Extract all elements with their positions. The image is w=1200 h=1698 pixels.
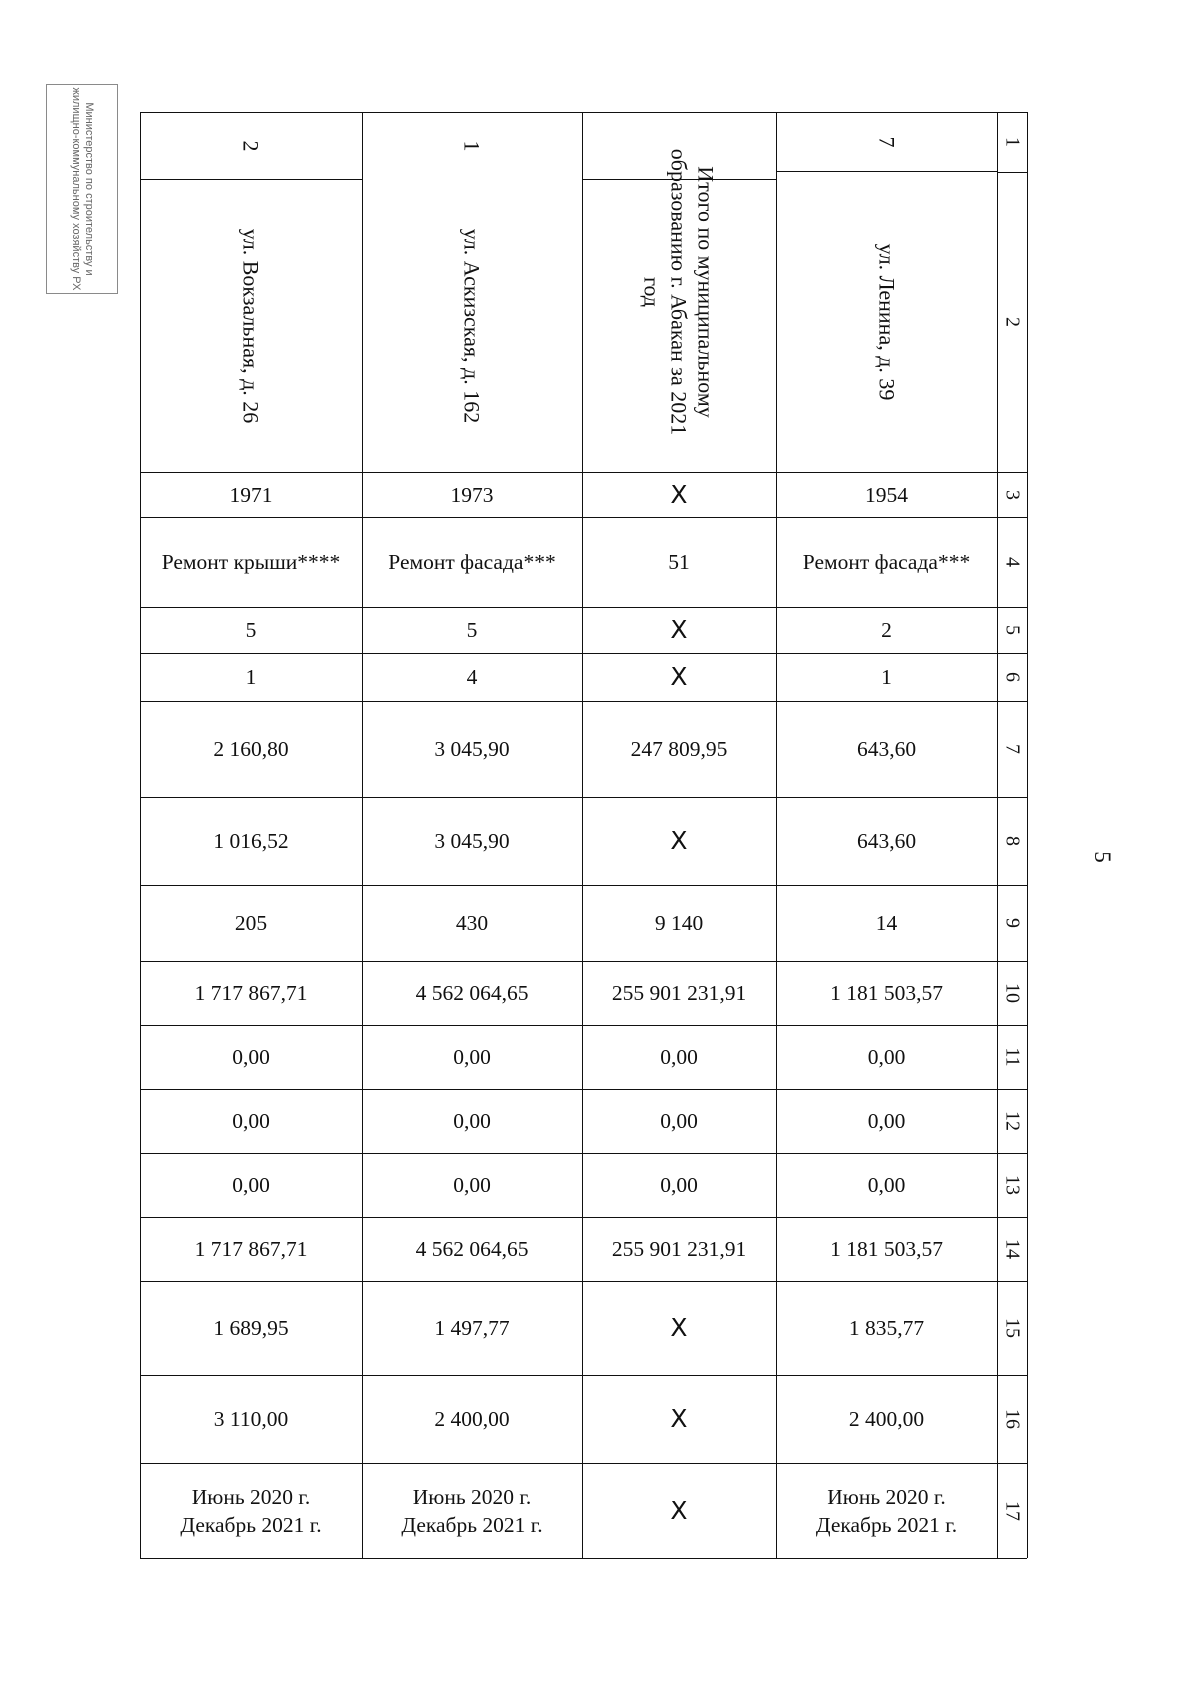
table-cell [776,1375,997,1463]
cell-value: 9 140 [654,911,704,935]
table-cell [362,517,582,607]
column-number-text: 10 [1001,983,1024,1003]
cell-value: 3 045,90 [434,737,510,761]
column-number [997,701,1027,797]
table-cell [582,653,776,701]
table-cell [582,517,776,607]
table-cell [362,797,582,885]
table-cell [776,517,997,607]
stamp [46,84,118,294]
column-number [997,797,1027,885]
cell-value: 1 497,77 [434,1316,510,1340]
column-number [997,1089,1027,1153]
column-number [997,1217,1027,1281]
cell-value: 430 [455,911,489,935]
column-number-text: 12 [1001,1111,1024,1131]
cell-value: 255 901 231,91 [611,1237,747,1261]
table-cell [140,607,362,653]
column-number [997,112,1027,172]
table-cell [362,1025,582,1089]
address-text: Итого по муниципальному образованию г. Абакан за 2021 год [639,148,719,436]
table-cell [582,607,776,653]
table-cell [776,1025,997,1089]
cell-value: 0,00 [453,1173,491,1197]
table-cell [776,1463,997,1558]
row-number [776,112,997,171]
address-cell [776,171,997,472]
cell-value: 51 [668,550,690,574]
table-cell [776,1217,997,1281]
column-number-text: 7 [1001,744,1024,754]
table-cell [140,1463,362,1558]
row-number-text: 2 [238,140,264,151]
column-number [997,1153,1027,1217]
row-number [140,112,362,179]
x-mark: X [670,826,688,855]
table-cell [362,1375,582,1463]
table-cell [582,1375,776,1463]
cell-value: Июнь 2020 г. Декабрь 2021 г. [815,1484,958,1537]
table-cell [776,961,997,1025]
row-number-text: 7 [874,136,899,147]
column-number [997,517,1027,607]
table-hline [140,1558,1027,1559]
cell-value: 1 689,95 [213,1316,289,1340]
column-number [997,1025,1027,1089]
cell-value: 2 400,00 [848,1407,925,1431]
cell-value: 1 717 867,71 [194,1237,308,1261]
table-cell [362,607,582,653]
table-cell [140,885,362,961]
table-cell [582,1281,776,1375]
cell-value: 0,00 [660,1045,698,1069]
column-number-text: 17 [1001,1500,1024,1521]
table-cell [362,885,582,961]
cell-value: 0,00 [660,1109,698,1133]
address-cell [582,112,776,472]
cell-value: Ремонт фасада*** [802,550,971,574]
row-number [362,112,582,179]
cell-value: 1 717 867,71 [194,981,308,1005]
address-text: ул. Вокзальная, д. 26 [238,228,264,423]
row-number-text: 1 [459,140,485,151]
column-number-text: 8 [1001,836,1024,846]
table-cell [140,1153,362,1217]
table-cell [776,1089,997,1153]
column-number-text: 14 [1001,1239,1024,1259]
cell-value: 1 181 503,57 [830,981,943,1005]
table-cell [140,1217,362,1281]
table-cell [140,517,362,607]
table-cell [776,1281,997,1375]
table-cell [362,1089,582,1153]
cell-value: 5 [466,618,478,642]
cell-value: 1 [245,665,257,689]
cell-value: Ремонт фасада*** [388,550,556,574]
column-number [997,472,1027,517]
address-cell [140,179,362,472]
cell-value: 0,00 [867,1173,906,1197]
table-cell [362,1463,582,1558]
column-number [997,885,1027,961]
address-text: ул. Ленина, д. 39 [874,243,899,400]
column-number [997,1375,1027,1463]
table-cell [582,1089,776,1153]
column-number-text: 16 [1001,1409,1024,1429]
table-cell [582,1153,776,1217]
x-mark: X [670,479,688,509]
x-mark: X [670,1313,688,1342]
column-number-text: 3 [1001,489,1024,500]
table-cell [362,701,582,797]
cell-value: 0,00 [867,1045,906,1069]
table-cell [582,1217,776,1281]
cell-value: 4 562 064,65 [415,1237,529,1261]
cell-value: 0,00 [453,1045,491,1069]
column-number [997,1281,1027,1375]
column-number-text: 9 [1001,918,1024,928]
table-cell [776,885,997,961]
cell-value: 5 [245,618,257,642]
table-cell [582,701,776,797]
table-cell [140,961,362,1025]
x-mark: X [670,1404,688,1433]
cell-value: 4 [466,665,478,689]
cell-value: 255 901 231,91 [611,981,747,1005]
table-cell [362,472,582,517]
table-cell [776,797,997,885]
table-cell [362,653,582,701]
cell-value: 205 [234,911,268,935]
cell-value: 1 016,52 [213,829,289,853]
table-cell [582,1463,776,1558]
cell-value: 3 110,00 [213,1407,289,1431]
address-cell [362,179,582,472]
cell-value: Ремонт крыши**** [161,550,341,574]
column-number-text: 4 [1001,557,1024,567]
table-cell [140,653,362,701]
table-cell [776,701,997,797]
column-number [997,607,1027,653]
table-cell [776,653,997,701]
table-cell [140,1281,362,1375]
cell-value: Июнь 2020 г. Декабрь 2021 г. [401,1484,543,1537]
table-cell [140,1025,362,1089]
cell-value: 3 045,90 [434,829,510,853]
cell-value: 2 [881,618,892,642]
table-cell [776,1153,997,1217]
cell-value: 643,60 [856,829,917,853]
column-number-text: 1 [1001,137,1024,147]
table-cell [776,607,997,653]
table-cell [582,961,776,1025]
table-cell [140,701,362,797]
cell-value: 1 181 503,57 [830,1237,943,1261]
table-cell [582,797,776,885]
column-number-text: 5 [1001,625,1024,635]
column-number [997,961,1027,1025]
x-mark: X [670,662,688,691]
column-number [997,653,1027,701]
table-cell [582,472,776,517]
cell-value: 1973 [450,482,494,507]
cell-value: 2 400,00 [434,1407,510,1431]
x-mark: X [670,615,688,644]
column-number-text: 11 [1001,1047,1024,1067]
cell-value: 1 835,77 [848,1316,925,1340]
cell-value: 247 809,95 [630,737,728,761]
cell-value: 1954 [865,482,908,507]
table-vline [1027,112,1028,1558]
cell-value: Июнь 2020 г. Декабрь 2021 г. [180,1484,322,1537]
cell-value: 0,00 [232,1109,270,1133]
column-number-text: 6 [1001,672,1024,682]
cell-value: 2 160,80 [213,737,289,761]
cell-value: 1 [881,665,892,689]
table-cell [362,1153,582,1217]
column-number-text: 13 [1001,1175,1024,1195]
cell-value: 1971 [229,482,273,507]
column-number-text: 2 [1001,317,1024,327]
column-number-text: 15 [1001,1318,1024,1338]
table-cell [140,1375,362,1463]
table-cell [140,472,362,517]
x-mark: X [670,1495,688,1525]
table-cell [582,1025,776,1089]
column-number [997,172,1027,472]
page-number: 5 [1089,851,1115,863]
table-cell [362,1217,582,1281]
cell-value: 0,00 [232,1173,270,1197]
table-cell [362,1281,582,1375]
cell-value: 643,60 [856,737,917,761]
stamp-text: Министерство по строительству и жилищно-коммунальному хозяйству РХ [70,87,95,291]
cell-value: 0,00 [453,1109,491,1133]
table-cell [362,961,582,1025]
cell-value: 14 [875,911,898,935]
column-number [997,1463,1027,1558]
address-text: ул. Аскизская, д. 162 [459,228,485,423]
table-cell [140,797,362,885]
cell-value: 0,00 [660,1173,698,1197]
table-cell [140,1089,362,1153]
table-cell [582,885,776,961]
cell-value: 0,00 [232,1045,270,1069]
table-cell [776,472,997,517]
cell-value: 0,00 [867,1109,906,1133]
cell-value: 4 562 064,65 [415,981,529,1005]
